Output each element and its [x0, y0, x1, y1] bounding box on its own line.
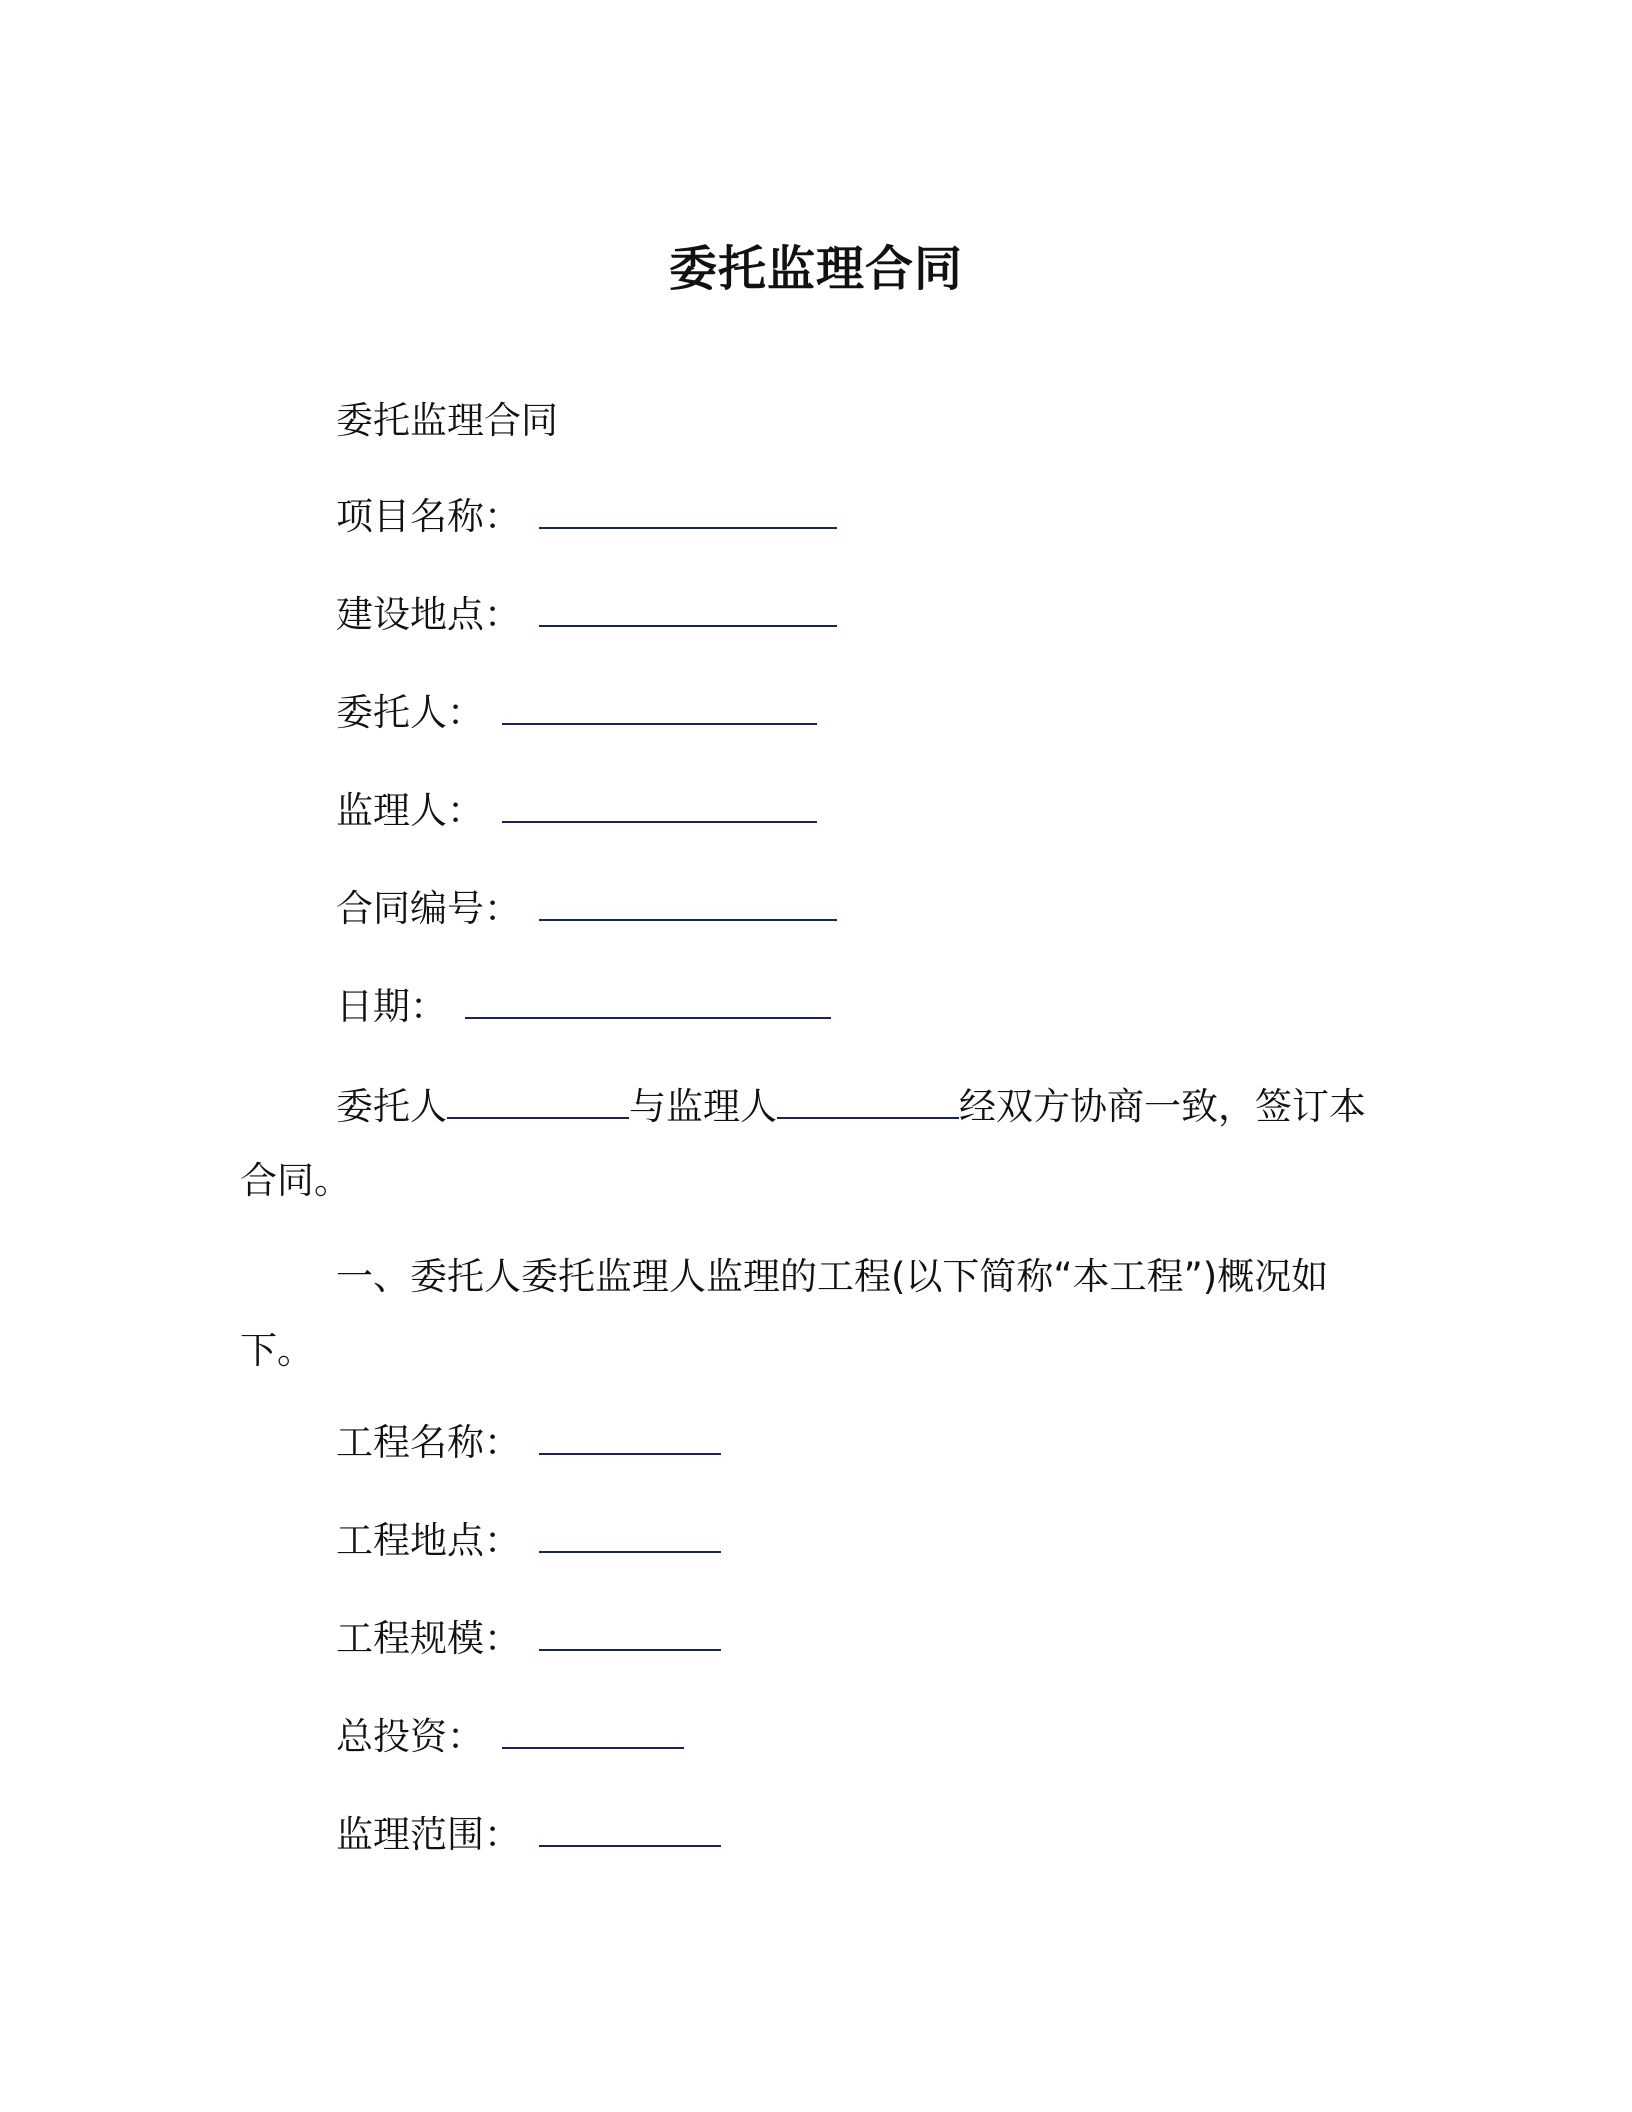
- field-project-scale: [336, 1614, 721, 1664]
- intro-paragraph: [240, 1070, 1380, 1218]
- section-1-paragraph: 一、委托人委托监理人监理的工程(以下简称“本工程”)概况如下。: [240, 1255, 1329, 1372]
- field-supervision-scope: [336, 1810, 721, 1860]
- field-project-name: [336, 492, 837, 542]
- contract-number-blank[interactable]: [539, 885, 837, 921]
- supervision-scope-blank[interactable]: [539, 1811, 721, 1847]
- project-scale-blank[interactable]: [539, 1615, 721, 1651]
- document-title: 委托监理合同: [668, 241, 963, 297]
- field-total-investment: [336, 1712, 684, 1762]
- field-label: 总投资：: [336, 1715, 484, 1758]
- intro-part2: 与监理人: [629, 1085, 777, 1128]
- field-label: 建设地点：: [336, 593, 521, 636]
- supervisor-blank[interactable]: [502, 787, 817, 823]
- field-label: 日期：: [336, 985, 447, 1028]
- date-blank[interactable]: [465, 983, 831, 1019]
- field-project-location: [336, 1516, 721, 1566]
- field-label: 监理人：: [336, 789, 484, 832]
- field-label: 工程地点：: [336, 1519, 521, 1562]
- field-client: [336, 688, 817, 738]
- field-label: 工程规模：: [336, 1617, 521, 1660]
- construction-site-blank[interactable]: [539, 591, 837, 627]
- field-supervisor: [336, 786, 817, 836]
- intro-part1: 委托人: [336, 1085, 447, 1128]
- field-project-title: [336, 1418, 721, 1468]
- project-location-blank[interactable]: [539, 1517, 721, 1553]
- intro-part3: 经双方协商一致，签订本合同。: [240, 1085, 1366, 1202]
- field-construction-site: [336, 590, 837, 640]
- field-label: 合同编号：: [336, 887, 521, 930]
- client-blank[interactable]: [502, 689, 817, 725]
- intro-client-blank[interactable]: [447, 1083, 629, 1119]
- project-name-blank[interactable]: [539, 493, 837, 529]
- field-label: 项目名称：: [336, 495, 521, 538]
- intro-supervisor-blank[interactable]: [777, 1083, 959, 1119]
- document-subtitle: 委托监理合同: [336, 399, 558, 442]
- field-label: 委托人：: [336, 691, 484, 734]
- field-label: 监理范围：: [336, 1813, 521, 1856]
- field-label: 工程名称：: [336, 1421, 521, 1464]
- field-date: [336, 982, 831, 1032]
- field-contract-number: [336, 884, 837, 934]
- project-title-blank[interactable]: [539, 1419, 721, 1455]
- total-investment-blank[interactable]: [502, 1713, 684, 1749]
